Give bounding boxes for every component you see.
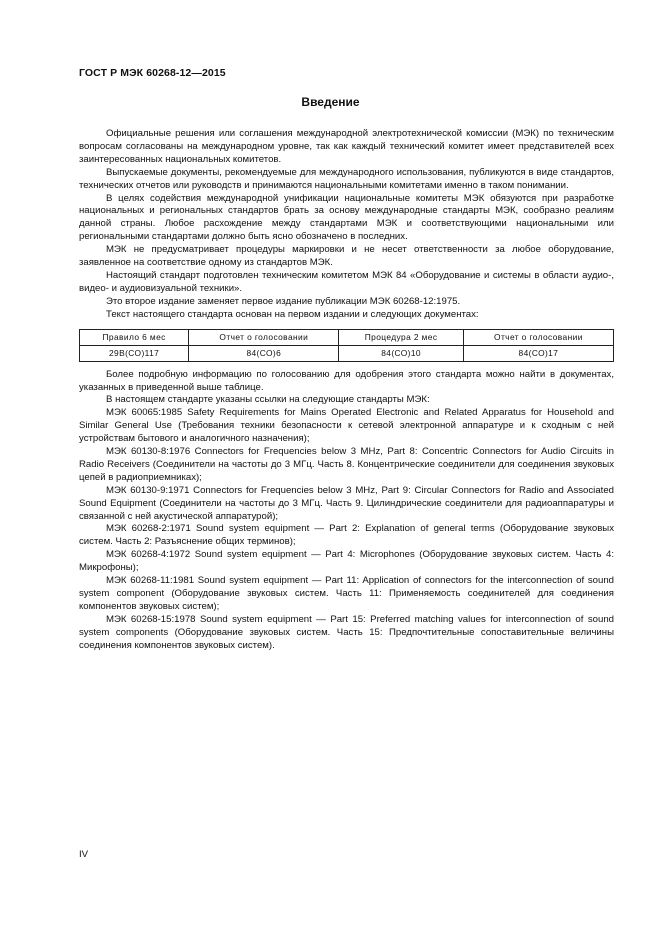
table-header-cell: Отчет о голосовании xyxy=(463,329,613,345)
table-header-row xyxy=(80,329,614,345)
paragraph-references-intro: В настоящем стандарте указаны ссылки на следующие стандарты МЭК: xyxy=(106,394,430,406)
page-number: IV xyxy=(79,849,89,860)
table-header-cell: Процедура 2 мес xyxy=(339,329,463,345)
paragraph-published-documents: Выпускаемые документы, рекомендуемые для международного использования, публикуются в виде стандартов, технических отчетов или руководств и принимаются национальными комитетами именно в таком понимании. xyxy=(79,166,614,191)
reference-item: МЭК 60268-11:1981 Sound system equipment — Part 11: Application of connectors for the interconnection of sound system component (Оборудование звуковых систем. Часть 11: Применяемость соединителей для соединения компонентов звуковых систем); xyxy=(79,575,614,612)
voting-documents-table xyxy=(79,329,614,362)
document-body xyxy=(79,128,614,653)
reference-item: МЭК 60268-4:1972 Sound system equipment — Part 4: Microphones (Оборудование звуковых систем. Часть 4: Микрофоны); xyxy=(79,549,614,574)
table-cell: 84(СО)6 xyxy=(189,345,339,361)
paragraph-based-on: Текст настоящего стандарта основан на первом издании и следующих документах: xyxy=(106,308,479,320)
paragraph-marking: МЭК не предусматривает процедуры маркировки и не несет ответственности за любое оборудование, заявленное на соответствие одному из стандартов МЭК. xyxy=(79,244,614,269)
table-cell: 84(СО)17 xyxy=(463,345,613,361)
reference-item: МЭК 60130-8:1976 Connectors for Frequencies below 3 MHz, Part 8: Concentric Connectors for Audio Circuits in Radio Receivers (Соединители на частоты до 3 МГц. Часть 8. Концентрические соединители для соединения звуковых цепей в радиоприемниках); xyxy=(79,446,614,483)
paragraph-committee: Настоящий стандарт подготовлен техническим комитетом МЭК 84 «Оборудование и системы в области аудио-, видео- и аудиовизуальной техники». xyxy=(79,269,614,294)
reference-item: МЭК 60268-2:1971 Sound system equipment — Part 2: Explanation of general terms (Оборудование звуковых систем. Часть 2: Разъяснение общих терминов); xyxy=(79,523,614,548)
table-row xyxy=(80,345,614,361)
section-title: Введение xyxy=(301,95,360,109)
table-cell: 84(СО)10 xyxy=(339,345,463,361)
paragraph-voting-info: Более подробную информацию по голосованию для одобрения этого стандарта можно найти в документах, указанных в приведенной выше таблице. xyxy=(79,368,614,393)
paragraph-edition: Это второе издание заменяет первое издание публикации МЭК 60268-12:1975. xyxy=(106,295,461,307)
reference-item: МЭК 60130-9:1971 Connectors for Frequencies below 3 MHz, Part 9: Circular Connectors for Radio and Associated Sound Equipment (Соединители на частоты до 3 МГц. Часть 9. Цилиндрические соединители для радиоаппаратуры и связанной с ней акустической аппаратурой); xyxy=(79,484,614,522)
reference-item: МЭК 60065:1985 Safety Requirements for Mains Operated Electronic and Related Apparatus for Household and Similar General Use (Требования техники безопасности к сетевой электронной аппаратуре и к сходным с ней устройствам бытового и аналогичного назначения); xyxy=(79,407,614,445)
table-header-cell: Правило 6 мес xyxy=(80,329,189,345)
paragraph-iec-decisions: Официальные решения или соглашения международной электротехнической комиссии (МЭК) по техническим вопросам согласованы на международном уровне, так как каждый технический комитет имеет представителей всех заинтересованных национальных комитетов. xyxy=(79,128,614,165)
reference-item: МЭК 60268-15:1978 Sound system equipment — Part 15: Preferred matching values for interconnection of sound system components (Оборудование звуковых систем. Часть 15: Предпочтительные сопоставительные величины соединения компонентов звуковых систем). xyxy=(79,613,614,651)
table-cell: 29В(СО)117 xyxy=(80,345,189,361)
document-header: ГОСТ Р МЭК 60268-12—2015 xyxy=(79,67,226,79)
paragraph-unification: В целях содействия международной унификации национальные комитеты МЭК обязуются при разработке национальных и региональных стандартов брать за основу международные стандарты МЭК, сообразно реалиям данной страны. Любое расхождение между стандартами МЭК и соответствующими национальными или региональными стандартами должно быть ясно обозначено в последних. xyxy=(79,192,614,243)
table-header-cell: Отчет о голосовании xyxy=(189,329,339,345)
